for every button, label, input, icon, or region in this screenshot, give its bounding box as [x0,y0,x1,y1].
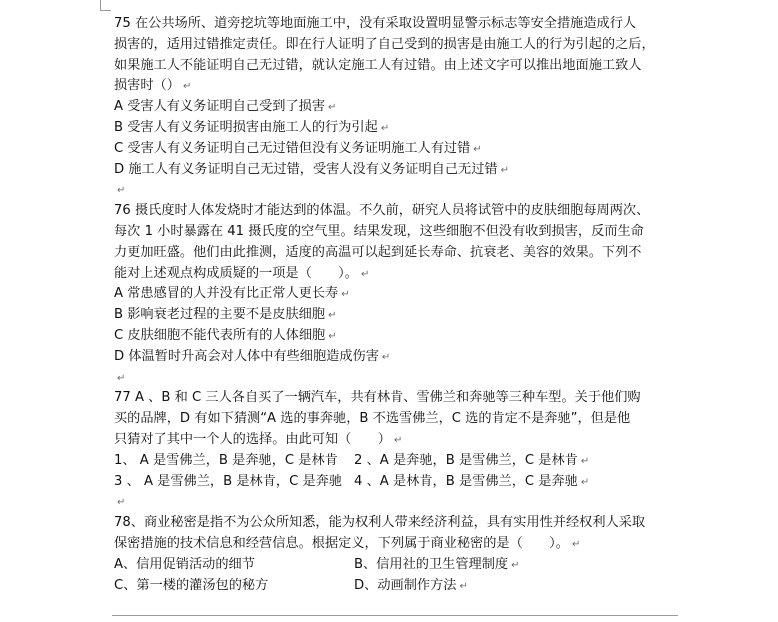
question-77-stem-line-2: 买的品牌，D 有如下猜测“A 选的事奔驰，B 不选雪佛兰，C 选的肯定不是奔驰”，但是他 [114,411,631,427]
question-77-stem-line-3: 只猜对了其中一个人的选择。由此可知（ ） ↵ [114,431,403,447]
page-bottom-rule [112,615,678,616]
paragraph-mark-icon: ↵ [500,164,509,176]
blank-line [114,180,674,201]
question-75-option-a: A 受害人有义务证明自己受到了损害 ↵ [114,99,337,115]
question-76-stem-line-2: 每次 1 小时暴露在 41 摄氏度的空气里。结果发现，这些细胞不但没有收到损害，反而生命 [114,223,644,239]
question-76-stem-line-4: 能对上述观点构成质疑的一项是（ ）。 ↵ [114,265,370,281]
question-75-stem-line-3: 如果施工人不能证明自己无过错，就认定施工人有过错。由上述文字可以推出地面施工致人 [114,57,642,73]
paragraph-mark-icon: ↵ [328,102,337,114]
paragraph-mark-icon: ↵ [341,289,350,301]
question-75-option-b: B 受害人有义务证明损害由施工人的行为引起 ↵ [114,119,390,135]
question-78-option-row-2 [114,576,674,597]
question-77-option-3: 3 、 A 是雪佛兰，B 是林肯，C 是奔驰 [114,473,343,489]
page-corner-mark [100,0,111,11]
blank-line [114,368,674,389]
question-75-option-c: C 受害人有义务证明自己无过错但没有义务证明施工人有过错 ↵ [114,140,482,156]
question-76-option-d: D 体温暂时升高会对人体中有些细胞造成伤害 ↵ [114,348,391,364]
paragraph-mark-icon: ↵ [459,580,468,592]
paragraph-mark-icon: ↵ [580,455,590,467]
paragraph-mark-icon: ↵ [117,185,126,197]
question-76-option-a: A 常患感冒的人并没有比正常人更长寿 ↵ [114,286,350,302]
question-76-stem-line-1: 76 摄氏度时人体发烧时才能达到的体温。不久前，研究人员将试管中的皮肤细胞每周两次、 [114,203,650,219]
blank-line [114,492,674,513]
paragraph-mark-icon: ↵ [473,143,482,155]
question-76-option-c: C 皮肤细胞不能代表所有的人体细胞 ↵ [114,327,337,343]
document-body [114,14,674,596]
question-77-option-row-2 [114,472,674,493]
question-78-option-row-1 [114,555,674,576]
paragraph-mark-icon: ↵ [511,559,520,571]
question-78-stem-line-1: 78、商业秘密是指不为公众所知悉，能为权利人带来经济利益，具有实用性并经权利人采取 [114,515,646,531]
paragraph-mark-icon: ↵ [381,351,391,363]
question-75-stem-line-4: 损害时（） ↵ [114,78,192,94]
paragraph-mark-icon: ↵ [393,434,403,446]
question-75-stem-line-1: 75 在公共场所、道旁挖坑等地面施工中，没有采取设置明显警示标志等安全措施造成行人 [114,16,637,31]
paragraph-mark-icon: ↵ [182,81,192,93]
paragraph-mark-icon: ↵ [380,122,390,134]
question-78-option-b: B、信用社的卫生管理制度 ↵ [354,556,520,572]
question-76 [114,201,674,367]
question-78-option-d: D、动画制作方法 ↵ [354,577,468,593]
paragraph-mark-icon: ↵ [328,310,337,322]
question-77 [114,388,674,492]
question-77-stem-line-1: 77 A 、B 和 C 三人各自买了一辆汽车，共有林肯、雪佛兰和奔驰等三种车型。关于他们购 [114,390,641,406]
paragraph-mark-icon: ↵ [117,372,126,384]
question-77-option-4: 4 、A 是林肯，B 是雪佛兰，C 是奔驰 ↵ [354,473,590,489]
paragraph-mark-icon: ↵ [571,538,581,550]
question-75-option-d: D 施工人有义务证明自己无过错，受害人没有义务证明自己无过错 ↵ [114,161,509,177]
question-78-option-a: A、信用促销活动的细节 [114,556,255,572]
question-76-stem-line-3: 力更加旺盛。他们由此推测，适度的高温可以起到延长寿命、抗衰老、美容的效果。下列不 [114,244,642,260]
question-76-option-b: B 影响衰老过程的主要不是皮肤细胞 ↵ [114,307,337,323]
question-78-stem-line-2: 保密措施的技术信息和经营信息。根据定义，下列属于商业秘密的是（ ）。 ↵ [114,535,581,551]
paragraph-mark-icon: ↵ [360,268,370,280]
question-78 [114,513,674,596]
question-77-option-1: 1、 A 是雪佛兰，B 是奔驰，C 是林肯 [114,452,338,468]
question-75-stem-line-2: 损害的，适用过错推定责任。即在行人证明了自己受到的损害是由施工人的行为引起的之后， [114,36,655,52]
paragraph-mark-icon: ↵ [328,330,337,342]
question-78-option-c: C、第一楼的灌汤包的秘方 [114,577,269,593]
paragraph-mark-icon: ↵ [580,476,590,488]
question-77-option-2: 2 、A 是奔驰，B 是雪佛兰，C 是林肯 ↵ [354,452,590,468]
question-75 [114,14,674,180]
paragraph-mark-icon: ↵ [117,497,126,509]
question-77-option-row-1 [114,451,674,472]
